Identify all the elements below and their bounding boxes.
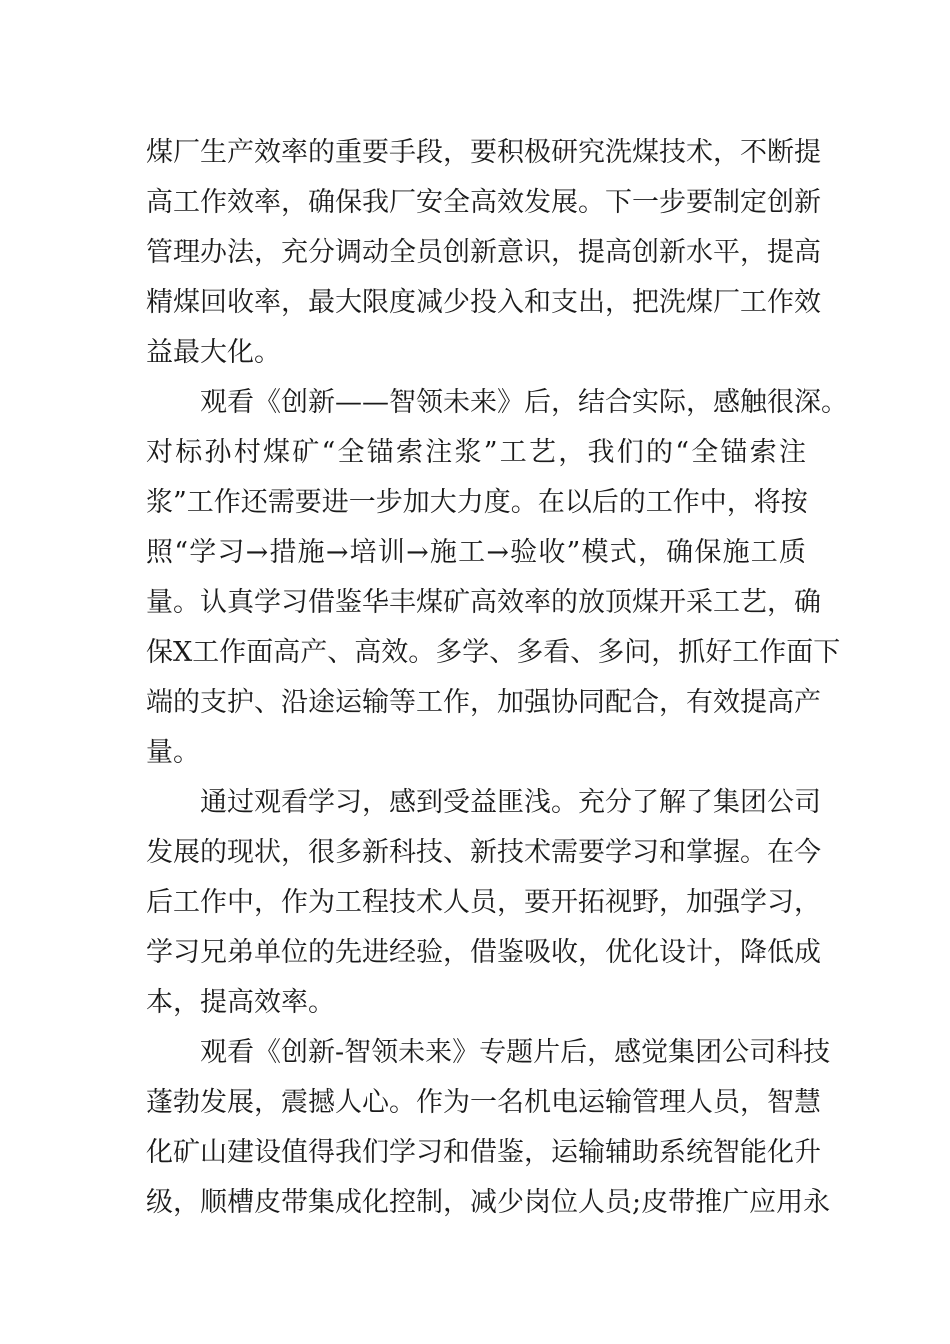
paragraph-1	[146, 128, 821, 378]
paragraph-3	[146, 778, 821, 1028]
document-body	[146, 128, 848, 1228]
text-line: 观看《创新——智领未来》后，结合实际，感触很深。	[200, 387, 848, 418]
text-line: 高工作效率，确保我厂安全高效发展。下一步要制定创新	[146, 187, 821, 218]
text-line: 对标孙村煤矿“全锚索注浆”工艺，我们的“全锚索注	[146, 437, 806, 468]
text-line: 煤厂生产效率的重要手段，要积极研究洗煤技术，不断提	[146, 137, 821, 168]
text-line: 精煤回收率，最大限度减少投入和支出，把洗煤厂工作效	[146, 287, 821, 318]
text-line: 通过观看学习，感到受益匪浅。充分了解了集团公司	[200, 787, 821, 818]
text-line: 后工作中，作为工程技术人员，要开拓视野，加强学习，	[146, 887, 821, 918]
text-line: 本，提高效率。	[146, 987, 335, 1018]
paragraph-4	[146, 1028, 831, 1228]
text-line: 浆”工作还需要进一步加大力度。在以后的工作中，将按	[146, 487, 808, 518]
text-line: 化矿山建设值得我们学习和借鉴，运输辅助系统智能化升	[146, 1137, 821, 1168]
text-line: 管理办法，充分调动全员创新意识，提高创新水平，提高	[146, 237, 821, 268]
text-line: 学习兄弟单位的先进经验，借鉴吸收，优化设计，降低成	[146, 937, 821, 968]
text-line: 益最大化。	[146, 337, 281, 368]
text-line: 量。认真学习借鉴华丰煤矿高效率的放顶煤开采工艺，确	[146, 587, 821, 618]
text-line: 观看《创新-智领未来》专题片后，感觉集团公司科技	[200, 1037, 831, 1068]
text-line: 级，顺槽皮带集成化控制，减少岗位人员;皮带推广应用永	[146, 1187, 831, 1218]
paragraph-2	[146, 378, 848, 778]
text-line: 发展的现状，很多新科技、新技术需要学习和掌握。在今	[146, 837, 821, 868]
text-line: 蓬勃发展，震撼人心。作为一名机电运输管理人员，智慧	[146, 1087, 821, 1118]
text-line: 保X工作面高产、高效。多学、多看、多问，抓好工作面下	[146, 637, 841, 668]
text-line: 端的支护、沿途运输等工作，加强协同配合，有效提高产	[146, 687, 821, 718]
text-line: 量。	[146, 737, 200, 768]
text-line: 照“学习→措施→培训→施工→验收”模式，确保施工质	[146, 537, 806, 568]
